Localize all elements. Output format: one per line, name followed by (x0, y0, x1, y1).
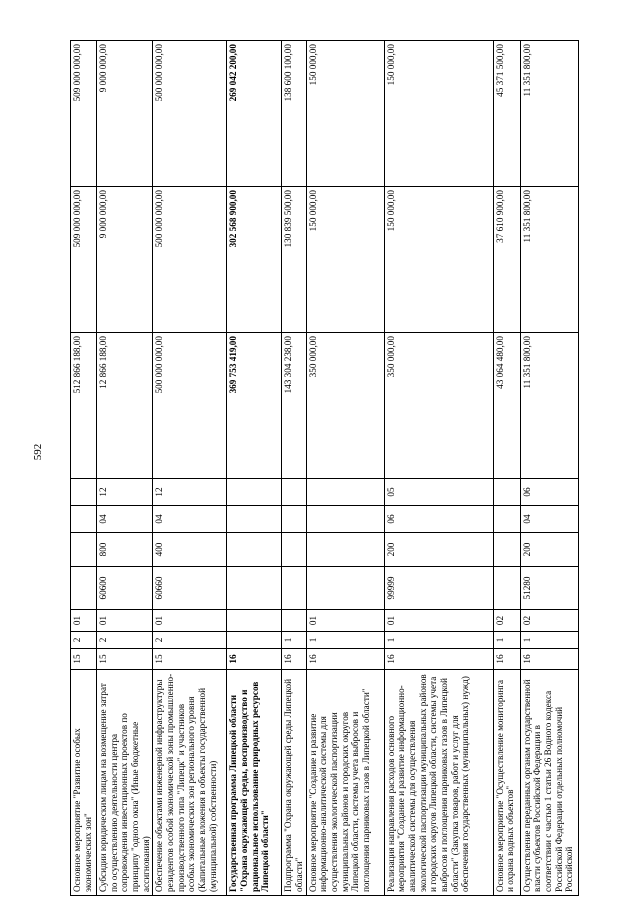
code-expense-type (227, 533, 282, 567)
code-subprogram: 1 (520, 632, 578, 649)
table-row (97, 41, 153, 896)
amount-year-3: 509 000 000,00 (71, 41, 97, 187)
amount-year-1: 12 866 188,00 (97, 333, 153, 479)
amount-year-2: 37 610 900,00 (493, 187, 520, 333)
code-subsection: 12 (153, 479, 227, 506)
amount-year-3: 138 600 100,00 (282, 41, 306, 187)
code-subprogram: 1 (493, 632, 520, 649)
code-section (71, 506, 97, 533)
budget-table-rotated (70, 41, 600, 896)
code-subprogram: 1 (282, 632, 306, 649)
code-main-activity (282, 610, 306, 632)
amount-year-1: 350 000,00 (384, 333, 493, 479)
budget-table (70, 40, 579, 896)
code-subprogram: 1 (384, 632, 493, 649)
table-row (493, 41, 520, 896)
code-main-activity: 01 (71, 610, 97, 632)
amount-year-2: 130 839 500,00 (282, 187, 306, 333)
code-main-activity: 01 (306, 610, 384, 632)
code-direction (306, 567, 384, 610)
amount-year-1: 512 866 188,00 (71, 333, 97, 479)
code-expense-type (306, 533, 384, 567)
code-subsection (227, 479, 282, 506)
code-section (282, 506, 306, 533)
amount-year-1: 369 753 419,00 (227, 333, 282, 479)
code-subsection (282, 479, 306, 506)
table-row (306, 41, 384, 896)
code-main-activity (227, 610, 282, 632)
code-expense-type: 200 (520, 533, 578, 567)
amount-year-3: 269 042 200,00 (227, 41, 282, 187)
table-row (227, 41, 282, 896)
code-main-activity: 02 (520, 610, 578, 632)
amount-year-3: 500 000 000,00 (153, 41, 227, 187)
row-name: Обеспечение объектами инженерной инфраструктуры резидентов особой экономической зоны промышленно-производственного типа "Липецк" и участников особых экономических зон регионального уровня (Капитальные вложения в объекты государственной (муниципальной) собственности) (153, 670, 227, 896)
page-number: 592 (32, 443, 44, 461)
code-expense-type (282, 533, 306, 567)
amount-year-2: 150 000,00 (384, 187, 493, 333)
amount-year-3: 45 371 500,00 (493, 41, 520, 187)
row-name: Реализация направления расходов основного мероприятия "Создание и развитие информационно-аналитической системы для осуществления экологической паспортизации муниципальных районов и городских округов Липецкой области, системы учета выбросов и поглощения парниковых газов в Липецкой области" (Закупка товаров, работ и услуг для обеспечения государственных (муниципальных) нужд) (384, 670, 493, 896)
code-expense-type (493, 533, 520, 567)
code-subsection: 12 (97, 479, 153, 506)
code-program: 15 (71, 649, 97, 670)
code-expense-type (71, 533, 97, 567)
code-subsection (71, 479, 97, 506)
amount-year-2: 302 568 900,00 (227, 187, 282, 333)
code-section (493, 506, 520, 533)
code-section: 04 (153, 506, 227, 533)
amount-year-2: 509 000 000,00 (71, 187, 97, 333)
code-subprogram: 2 (97, 632, 153, 649)
amount-year-3: 9 000 000,00 (97, 41, 153, 187)
code-direction: 51280 (520, 567, 578, 610)
code-direction: 60660 (153, 567, 227, 610)
code-direction: 60600 (97, 567, 153, 610)
row-name: Основное мероприятие "Развитие особых экономических зон" (71, 670, 97, 896)
table-row (384, 41, 493, 896)
row-name: Подпрограмма "Охрана окружающей среды Липецкой области" (282, 670, 306, 896)
code-expense-type: 800 (97, 533, 153, 567)
row-name: Осуществление переданных органам государственной власти субъектов Российской Федерации в соответствии с частью 1 статьи 26 Водного кодекса Российской Федерации отдельных полномочий Российской (520, 670, 578, 896)
code-program: 16 (493, 649, 520, 670)
code-expense-type: 400 (153, 533, 227, 567)
code-main-activity: 01 (384, 610, 493, 632)
row-name: Основное мероприятие "Осуществление мониторинга и охрана водных объектов" (493, 670, 520, 896)
code-main-activity: 01 (97, 610, 153, 632)
code-program: 16 (227, 649, 282, 670)
code-program: 16 (306, 649, 384, 670)
amount-year-2: 11 351 800,00 (520, 187, 578, 333)
row-name: Государственная программа Липецкой области "Охрана окружающей среды, воспроизводство и рациональное использование природных ресурсов Липецкой области" (227, 670, 282, 896)
code-direction (71, 567, 97, 610)
table-row (71, 41, 97, 896)
amount-year-3: 150 000,00 (384, 41, 493, 187)
code-program: 16 (384, 649, 493, 670)
code-subprogram (227, 632, 282, 649)
code-subprogram: 2 (71, 632, 97, 649)
code-subsection: 06 (520, 479, 578, 506)
code-section (306, 506, 384, 533)
amount-year-2: 150 000,00 (306, 187, 384, 333)
code-expense-type: 200 (384, 533, 493, 567)
code-subprogram: 2 (153, 632, 227, 649)
code-direction: 99999 (384, 567, 493, 610)
amount-year-1: 43 064 480,00 (493, 333, 520, 479)
row-name: Субсидии юридическим лицам на возмещение затрат по осуществлению деятельности центра сопровождения инвестиционных проектов по принципу "одного окна" (Иные бюджетные ассигнования) (97, 670, 153, 896)
table-row (520, 41, 578, 896)
code-section: 04 (97, 506, 153, 533)
amount-year-3: 11 351 800,00 (520, 41, 578, 187)
code-program: 15 (153, 649, 227, 670)
amount-year-2: 9 000 000,00 (97, 187, 153, 333)
code-program: 16 (282, 649, 306, 670)
table-row (282, 41, 306, 896)
code-section (227, 506, 282, 533)
code-section: 04 (520, 506, 578, 533)
amount-year-2: 500 000 000,00 (153, 187, 227, 333)
code-main-activity: 02 (493, 610, 520, 632)
code-program: 16 (520, 649, 578, 670)
row-name: Основное мероприятие "Создание и развитие информационно-аналитической системы для осуществления экологической паспортизации муниципальных районов и городских округов Липецкой области, системы учета выбросов и поглощения парниковых газов в Липецкой области" (306, 670, 384, 896)
code-direction (227, 567, 282, 610)
code-subsection (493, 479, 520, 506)
amount-year-1: 143 304 238,00 (282, 333, 306, 479)
code-section: 06 (384, 506, 493, 533)
code-main-activity: 01 (153, 610, 227, 632)
code-program: 15 (97, 649, 153, 670)
code-direction (282, 567, 306, 610)
amount-year-1: 500 000 000,00 (153, 333, 227, 479)
code-subsection: 05 (384, 479, 493, 506)
code-direction (493, 567, 520, 610)
amount-year-3: 150 000,00 (306, 41, 384, 187)
code-subsection (306, 479, 384, 506)
code-subprogram: 1 (306, 632, 384, 649)
amount-year-1: 11 351 800,00 (520, 333, 578, 479)
table-row (153, 41, 227, 896)
amount-year-1: 350 000,00 (306, 333, 384, 479)
